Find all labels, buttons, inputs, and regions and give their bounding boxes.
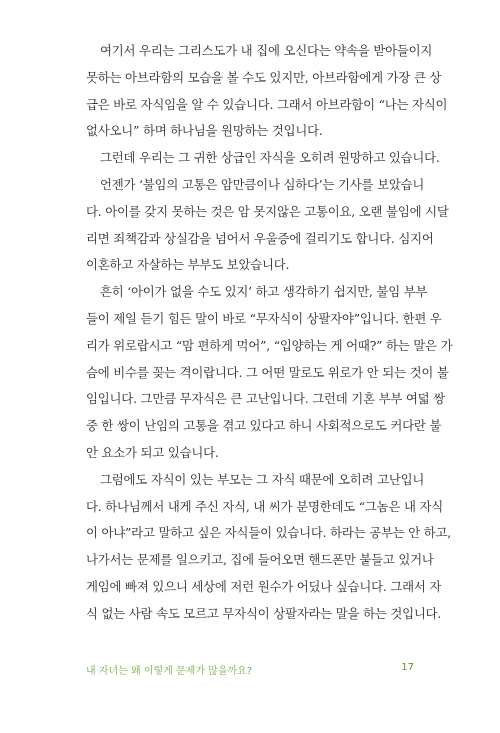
paragraph <box>86 145 440 172</box>
page-footer <box>86 662 414 678</box>
paragraph <box>86 467 452 628</box>
paragraph <box>86 38 448 145</box>
text-line: 이혼하고 자살하는 부부도 보았습니다. <box>86 257 290 273</box>
text-line: 없사오니” 하며 하나님을 원망하는 것입니다. <box>86 123 323 139</box>
body-text <box>86 38 453 628</box>
text-line: 식 없는 사람 속도 모르고 무자식이 상팔자라는 말을 하는 것입니다. <box>86 605 442 621</box>
text-line: 임입니다. 그만큼 무자식은 큰 고난입니다. 그런데 기혼 부부 여덟 쌍 <box>86 391 445 407</box>
text-line: 안 요소가 되고 있습니다. <box>86 444 219 460</box>
text-line: 다. 아이를 갖지 못하는 것은 암 못지않은 고통이요, 오랜 불임에 시달 <box>86 203 449 219</box>
paragraph <box>86 172 449 279</box>
text-line: 나가서는 문제를 일으키고, 집에 들어오면 핸드폰만 붙들고 있거나 <box>86 552 434 568</box>
page-number: 17 <box>401 662 414 673</box>
running-footer-title: 내 자녀는 왜 이렇게 문제가 많을까요? <box>86 666 253 677</box>
text-line: 들이 제일 듣기 힘든 말이 바로 “무자식이 상팔자야”입니다. 한편 우 <box>86 310 442 326</box>
text-line: 그럼에도 자식이 있는 부모는 그 자식 때문에 오히려 고난입니 <box>100 471 425 487</box>
text-line: 중 한 쌍이 난임의 고통을 겪고 있다고 하니 사회적으로도 커다란 불 <box>86 418 442 434</box>
text-line: 못하는 아브라함의 모습을 볼 수도 있지만, 아브라함에게 가장 큰 상 <box>86 69 442 85</box>
text-line: 여기서 우리는 그리스도가 내 집에 오신다는 약속을 받아들이지 <box>100 43 433 58</box>
text-line: 게임에 빠져 있으니 세상에 저런 원수가 어딨나 싶습니다. 그래서 자 <box>86 578 442 594</box>
paragraph <box>86 279 453 467</box>
text-line: 다. 하나님께서 내게 주신 자식, 내 씨가 분명한데도 “그놈은 내 자식 <box>86 498 444 514</box>
text-line: 리면 죄책감과 상실감을 넘어서 우울증에 걸리기도 합니다. 심지어 <box>86 230 434 246</box>
text-line: 급은 바로 자식임을 알 수 있습니다. 그래서 아브라함이 “나는 자식이 <box>86 96 448 112</box>
text-line: 그런데 우리는 그 귀한 상급인 자식을 오히려 원망하고 있습니다. <box>100 150 440 166</box>
text-line: 리가 위로랍시고 “맘 편하게 먹어”, “입양하는 게 어때?” 하는 말은 가 <box>86 337 453 353</box>
text-line: 흔히 ‘아이가 없을 수도 있지’ 하고 생각하기 쉽지만, 불임 부부 <box>100 284 428 300</box>
text-line: 이 아냐”라고 말하고 싶은 자식들이 있습니다. 하라는 공부는 안 하고, <box>86 525 452 541</box>
text-line: 언젠가 ‘불임의 고통은 암만큼이나 심하다’는 기사를 보았습니 <box>100 176 425 192</box>
text-line: 슴에 비수를 꽂는 격이랍니다. 그 어떤 말로도 위로가 안 되는 것이 불 <box>86 364 449 380</box>
